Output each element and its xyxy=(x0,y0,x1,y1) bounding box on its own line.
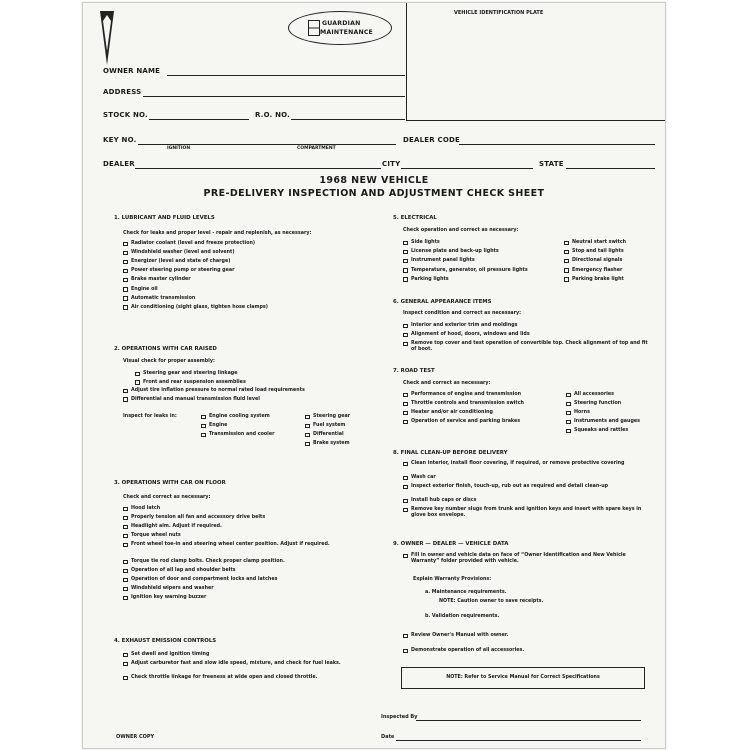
logo-line-2: MAINTENANCE xyxy=(320,29,373,36)
section-5-intro: Check operation and correct as necessary: xyxy=(403,228,519,233)
section-7-item[interactable]: Throttle controls and transmission switch xyxy=(403,401,524,407)
checkbox[interactable] xyxy=(403,324,408,329)
sheet-subtitle: PRE-DELIVERY INSPECTION AND ADJUSTMENT CHECK SHEET xyxy=(203,188,545,199)
section-1-item[interactable]: Air conditioning (sight glass, tighten hose clamps) xyxy=(123,305,268,311)
section-9-heading: 9. OWNER — DEALER — VEHICLE DATA xyxy=(393,541,509,547)
checkbox[interactable] xyxy=(403,250,408,255)
checkbox[interactable] xyxy=(123,397,128,402)
checkbox[interactable] xyxy=(123,569,128,574)
checkbox[interactable] xyxy=(403,259,408,264)
section-1-item[interactable]: Radiator coolant (level and freeze protection) xyxy=(123,241,255,247)
section-3-item[interactable]: Operation of all lap and shoulder belts xyxy=(123,568,236,574)
section-8-item[interactable]: Remove key number slugs from trunk and ignition keys and insert with spare keys in glove box envelope. xyxy=(403,507,653,519)
inspected-by-label: Inspected By xyxy=(381,714,418,720)
checkbox[interactable] xyxy=(123,389,128,394)
section-4-item[interactable]: Adjust carburetor fast and slow idle speed, mixture, and check for fuel leaks. xyxy=(123,661,355,667)
compartment-caption: COMPARTMENT xyxy=(297,146,336,151)
section-2-leaks-item[interactable]: Engine cooling system xyxy=(201,414,270,420)
checkbox[interactable] xyxy=(201,415,206,420)
checkbox[interactable] xyxy=(403,268,408,273)
checkbox[interactable] xyxy=(566,429,571,434)
checkbox[interactable] xyxy=(564,268,569,273)
section-1-item[interactable]: Automatic transmission xyxy=(123,296,195,302)
checkbox[interactable] xyxy=(123,653,128,658)
section-5-item[interactable]: Stop and tail lights xyxy=(564,249,624,255)
checkbox[interactable] xyxy=(123,560,128,565)
section-5-item[interactable]: Parking lights xyxy=(403,277,449,283)
checkbox[interactable] xyxy=(123,242,128,247)
checkbox[interactable] xyxy=(123,525,128,530)
section-5-heading: 5. ELECTRICAL xyxy=(393,215,437,221)
key-no-field[interactable] xyxy=(138,144,396,145)
checkbox[interactable] xyxy=(123,596,128,601)
checkbox[interactable] xyxy=(123,278,128,283)
section-1-intro: Check for leaks and proper level - repair and replenish, as necessary: xyxy=(123,231,312,236)
checkbox[interactable] xyxy=(403,393,408,398)
section-2-intro: Visual check for proper assembly: xyxy=(123,359,215,364)
section-3-item[interactable]: Ignition key warning buzzer xyxy=(123,595,206,601)
inspection-sheet xyxy=(82,2,666,749)
section-4-item[interactable]: Check throttle linkage for freeness at wide open and closed throttle. xyxy=(123,675,355,681)
section-5-item[interactable]: Temperature, generator, oil pressure lights xyxy=(403,268,528,274)
section-2-leaks-item[interactable]: Steering gear xyxy=(305,414,350,420)
dealer-code-label: DEALER CODE xyxy=(403,136,460,144)
section-5-item[interactable]: Parking brake light xyxy=(564,277,624,283)
section-6-heading: 6. GENERAL APPEARANCE ITEMS xyxy=(393,299,492,305)
checkbox[interactable] xyxy=(123,251,128,256)
owner-copy-label: OWNER COPY xyxy=(116,734,155,740)
section-9-note-a: NOTE: Caution owner to save receipts. xyxy=(439,599,544,604)
checkbox[interactable] xyxy=(403,649,408,654)
checkbox[interactable] xyxy=(123,296,128,301)
section-7-item[interactable]: Horns xyxy=(566,410,590,416)
checkbox[interactable] xyxy=(403,634,408,639)
checkbox[interactable] xyxy=(403,277,408,282)
section-7-item[interactable]: Instruments and gauges xyxy=(566,419,640,425)
checkbox[interactable] xyxy=(123,269,128,274)
checkbox[interactable] xyxy=(564,250,569,255)
address-field[interactable] xyxy=(143,96,405,97)
section-2-item[interactable]: Steering gear and steering linkage xyxy=(135,371,238,377)
section-9-item-1[interactable]: Fill in owner and vehicle data on face of “Owner Identification and New Vehicle Warranty” folder provided with vehicle. xyxy=(403,553,653,565)
section-7-item[interactable]: All accessories xyxy=(566,392,614,398)
checkbox[interactable] xyxy=(403,420,408,425)
section-2-heading: 2. OPERATIONS WITH CAR RAISED xyxy=(114,346,217,352)
checkbox[interactable] xyxy=(123,587,128,592)
checkbox[interactable] xyxy=(305,424,310,429)
address-label: ADDRESS xyxy=(103,88,142,96)
specifications-note: NOTE: Refer to Service Manual for Correct Specifications xyxy=(401,667,645,689)
checkbox[interactable] xyxy=(564,241,569,246)
section-5-item[interactable]: Emergency flasher xyxy=(564,268,622,274)
checkbox[interactable] xyxy=(403,499,408,504)
section-4-heading: 4. EXHAUST EMISSION CONTROLS xyxy=(114,638,217,644)
section-6-item[interactable]: Remove top cover and test operation of convertible top. Check alignment of top and fit of boot. xyxy=(403,341,653,353)
section-7-item[interactable]: Squeaks and rattles xyxy=(566,428,628,434)
ro-no-field[interactable] xyxy=(291,119,405,120)
section-1-item[interactable]: Energizer (level and state of charge) xyxy=(123,259,230,265)
section-8-heading: 8. FINAL CLEAN-UP BEFORE DELIVERY xyxy=(393,450,508,456)
section-4-item[interactable]: Set dwell and ignition timing xyxy=(123,652,355,658)
checkbox[interactable] xyxy=(123,305,128,310)
section-7-intro: Check and correct as necessary: xyxy=(403,381,491,386)
section-9-item-b: b. Validation requirements. xyxy=(425,614,500,619)
section-5-item[interactable]: Side lights xyxy=(403,240,440,246)
section-1-item[interactable]: Brake master cylinder xyxy=(123,277,191,283)
ignition-caption: IGNITION xyxy=(167,146,191,151)
checkbox[interactable] xyxy=(403,476,408,481)
section-1-item[interactable]: Windshield washer (level and solvent) xyxy=(123,250,235,256)
section-2-item[interactable]: Front and rear suspension assemblies xyxy=(135,380,246,386)
section-3-item[interactable]: Torque wheel nuts xyxy=(123,533,181,539)
inspected-by-field[interactable] xyxy=(416,720,641,721)
pontiac-arrowhead-icon xyxy=(99,11,115,65)
state-label: STATE xyxy=(539,160,564,168)
plate-bottom-rule xyxy=(406,120,665,121)
city-label: CITY xyxy=(382,160,401,168)
section-2-item[interactable]: Differential and manual transmission fluid level xyxy=(123,397,260,403)
checkbox[interactable] xyxy=(123,676,128,681)
plate-label: VEHICLE IDENTIFICATION PLATE xyxy=(454,10,544,16)
checkbox[interactable] xyxy=(566,420,571,425)
checkbox[interactable] xyxy=(564,259,569,264)
checkbox[interactable] xyxy=(564,277,569,282)
section-6-item[interactable]: Alignment of hood, doors, windows and lids xyxy=(403,332,653,338)
section-3-heading: 3. OPERATIONS WITH CAR ON FLOOR xyxy=(114,480,226,486)
checkbox[interactable] xyxy=(123,507,128,512)
checkbox[interactable] xyxy=(135,380,140,385)
section-3-item[interactable]: Headlight aim. Adjust if required. xyxy=(123,524,222,530)
section-2-leaks-item[interactable]: Engine xyxy=(201,423,227,429)
section-3-item[interactable]: Hood latch xyxy=(123,506,160,512)
section-1-item[interactable]: Engine oil xyxy=(123,287,158,293)
date-label: Date xyxy=(381,734,395,740)
section-8-item[interactable]: Wash car xyxy=(403,475,653,481)
dealer-field[interactable] xyxy=(135,168,381,169)
checkbox[interactable] xyxy=(123,287,128,292)
dealer-label: DEALER xyxy=(103,160,135,168)
guardian-maintenance-logo xyxy=(288,11,392,45)
checkbox[interactable] xyxy=(135,372,140,377)
state-field[interactable] xyxy=(566,168,655,169)
section-2-leaks-intro: Inspect for leaks in: xyxy=(123,414,177,419)
section-2-leaks-item[interactable]: Transmission and cooler xyxy=(201,432,274,438)
section-7-item[interactable]: Performance of engine and transmission xyxy=(403,392,521,398)
checkbox[interactable] xyxy=(566,402,571,407)
section-9-item-2[interactable]: Review Owner's Manual with owner. xyxy=(403,633,508,639)
checkbox[interactable] xyxy=(403,554,408,559)
section-2-leaks-item[interactable]: Fuel system xyxy=(305,423,345,429)
section-2-leaks-item[interactable]: Differential xyxy=(305,432,344,438)
key-no-label: KEY NO. xyxy=(103,136,137,144)
section-8-item[interactable]: Inspect exterior finish, touch-up, rub out as required and detail clean-up xyxy=(403,484,653,490)
section-7-item[interactable]: Steering function xyxy=(566,401,621,407)
section-3-item[interactable]: Operation of door and compartment locks and latches xyxy=(123,577,277,583)
checkbox[interactable] xyxy=(403,241,408,246)
checkbox[interactable] xyxy=(123,516,128,521)
checkbox[interactable] xyxy=(123,578,128,583)
section-7-heading: 7. ROAD TEST xyxy=(393,368,435,374)
checkbox[interactable] xyxy=(305,415,310,420)
stock-no-label: STOCK NO. xyxy=(103,111,148,119)
ro-no-label: R.O. NO. xyxy=(255,111,290,119)
sheet-title: 1968 NEW VEHICLE xyxy=(319,175,429,186)
section-7-item[interactable]: Operation of service and parking brakes xyxy=(403,419,520,425)
section-5-item[interactable]: License plate and back-up lights xyxy=(403,249,499,255)
section-9-item-a: a. Maintenance requirements. xyxy=(425,590,507,595)
section-3-item[interactable]: Front wheel toe-in and steering wheel center position. Adjust if required. xyxy=(123,542,330,548)
logo-line-1: GUARDIAN xyxy=(322,20,361,27)
checkbox[interactable] xyxy=(123,662,128,667)
checkbox[interactable] xyxy=(403,508,408,513)
section-6-item[interactable]: Interior and exterior trim and moldings xyxy=(403,323,653,329)
checkbox[interactable] xyxy=(566,411,571,416)
gm-emblem-icon xyxy=(308,20,320,36)
section-3-item[interactable]: Torque tie rod clamp bolts. Check proper clamp position. xyxy=(123,559,285,565)
section-3-item[interactable]: Windshield wipers and washer xyxy=(123,586,214,592)
section-2-item[interactable]: Adjust tire inflation pressure to normal rated load requirements xyxy=(123,388,305,394)
section-5-item[interactable]: Neutral start switch xyxy=(564,240,626,246)
section-3-intro: Check and correct as necessary: xyxy=(123,495,211,500)
section-8-item[interactable]: Install hub caps or discs xyxy=(403,498,653,504)
section-5-item[interactable]: Directional signals xyxy=(564,258,622,264)
section-3-item[interactable]: Properly tension all fan and accessory drive belts xyxy=(123,515,265,521)
section-9-explain: Explain Warranty Provisions: xyxy=(413,577,492,582)
checkbox[interactable] xyxy=(201,424,206,429)
section-8-item[interactable]: Clean interior, install floor covering, if required, or remove protective covering xyxy=(403,461,653,467)
section-1-heading: 1. LUBRICANT AND FLUID LEVELS xyxy=(114,215,215,221)
section-1-item[interactable]: Power steering pump or steering gear xyxy=(123,268,234,274)
checkbox[interactable] xyxy=(403,462,408,467)
section-7-item[interactable]: Heater and/or air conditioning xyxy=(403,410,493,416)
section-9-item-3[interactable]: Demonstrate operation of all accessories. xyxy=(403,648,524,654)
owner-name-label: OWNER NAME xyxy=(103,67,161,75)
checkbox[interactable] xyxy=(123,260,128,265)
dealer-code-field[interactable] xyxy=(459,144,655,145)
section-5-item[interactable]: Instrument panel lights xyxy=(403,258,475,264)
checkbox[interactable] xyxy=(403,411,408,416)
city-field[interactable] xyxy=(401,168,533,169)
checkbox[interactable] xyxy=(403,402,408,407)
checkbox[interactable] xyxy=(566,393,571,398)
checkbox[interactable] xyxy=(403,485,408,490)
stock-no-field[interactable] xyxy=(149,119,249,120)
checkbox[interactable] xyxy=(403,333,408,338)
checkbox[interactable] xyxy=(305,442,310,447)
checkbox[interactable] xyxy=(403,342,408,347)
checkbox[interactable] xyxy=(305,433,310,438)
owner-name-field[interactable] xyxy=(167,75,405,76)
checkbox[interactable] xyxy=(123,543,128,548)
section-2-leaks-item[interactable]: Brake system xyxy=(305,441,350,447)
checkbox[interactable] xyxy=(123,534,128,539)
plate-divider xyxy=(406,3,407,120)
checkbox[interactable] xyxy=(201,433,206,438)
date-field[interactable] xyxy=(396,740,641,741)
section-6-intro: Inspect condition and correct as necessary: xyxy=(403,311,522,316)
